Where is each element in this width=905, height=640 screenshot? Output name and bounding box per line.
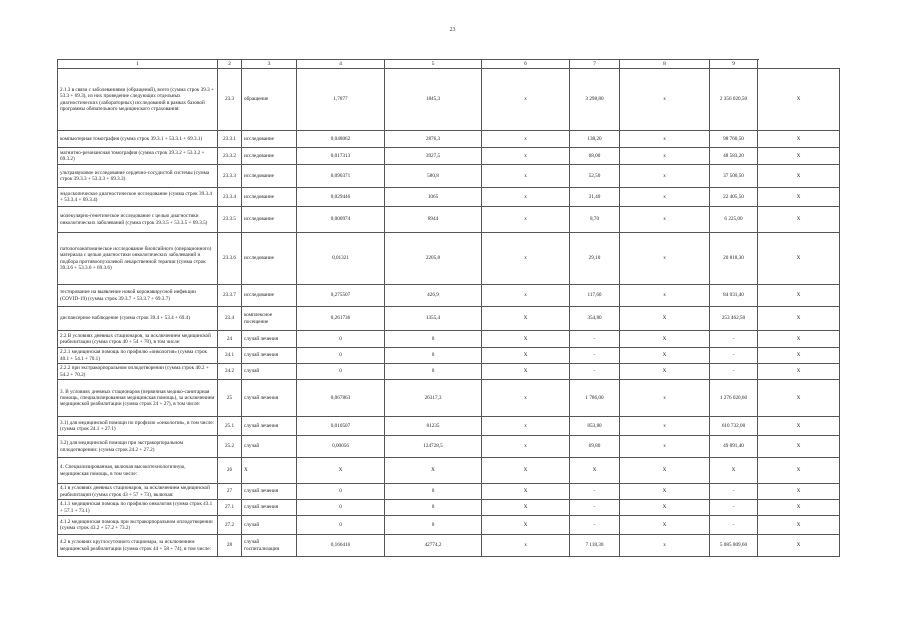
column-number: 9 xyxy=(710,60,758,69)
unit-of-measure: случай лечения xyxy=(242,484,297,500)
per-capita-budget: Х xyxy=(482,484,570,500)
unit-of-measure: случай лечения xyxy=(242,500,297,516)
volume-per-person: Х xyxy=(297,458,385,484)
table-row xyxy=(58,131,840,148)
total-column-9: Х xyxy=(758,307,840,331)
column-number: 5 xyxy=(385,60,482,69)
total-oms: - xyxy=(710,484,758,500)
total-oms: 20 818,30 xyxy=(710,233,758,285)
table-row xyxy=(58,148,840,165)
total-column-9: Х xyxy=(758,364,840,380)
per-capita-oms: 853,80 xyxy=(570,417,620,436)
per-capita-budget: Х xyxy=(482,331,570,348)
unit-of-measure: исследование xyxy=(242,233,297,285)
total-oms: 2 356 020,50 xyxy=(710,69,758,131)
unit-of-measure: исследование xyxy=(242,165,297,188)
table-row xyxy=(58,436,840,458)
per-capita-oms: - xyxy=(570,516,620,535)
total-column-9: Х xyxy=(758,165,840,188)
row-number: 25 xyxy=(218,380,242,417)
per-capita-budget: Х xyxy=(482,348,570,364)
per-capita-budget: х xyxy=(482,535,570,557)
row-description: 2.2 В условиях дневных стационаров, за исключением медицинской реабилитации (сумма строк 40 + 54 + 70), в том числе: xyxy=(58,331,218,348)
volume-per-person: 0 xyxy=(297,364,385,380)
table-row xyxy=(58,331,840,348)
total-budget: Х xyxy=(620,331,710,348)
per-capita-budget: Х xyxy=(482,307,570,331)
row-number: 23.3 xyxy=(218,69,242,131)
total-oms: - xyxy=(710,348,758,364)
volume-per-person: 0,261736 xyxy=(297,307,385,331)
total-oms: - xyxy=(710,516,758,535)
total-column-9: Х xyxy=(758,131,840,148)
volume-per-person: 0,166416 xyxy=(297,535,385,557)
table-row xyxy=(58,69,840,131)
row-description: магнитно-резонансная томография (сумма строк 39.3.2 + 53.3.2 + 69.3.2) xyxy=(58,148,218,165)
table-row xyxy=(58,516,840,535)
row-number: 23.4 xyxy=(218,307,242,331)
table-row xyxy=(58,348,840,364)
unit-of-measure: случай xyxy=(242,516,297,535)
total-column-9: Х xyxy=(758,148,840,165)
cost-per-unit: 0 xyxy=(385,516,482,535)
per-capita-oms: Х xyxy=(570,458,620,484)
row-description: ультразвуковое исследование сердечно-сосудистой системы (сумма строк 39.3.3 + 53.3.3 + 69.3.3) xyxy=(58,165,218,188)
unit-of-measure: исследование xyxy=(242,131,297,148)
unit-of-measure: Х xyxy=(242,458,297,484)
volume-per-person: 0,000974 xyxy=(297,207,385,233)
total-budget: Х xyxy=(620,484,710,500)
total-column-9: Х xyxy=(758,436,840,458)
per-capita-oms: 68,00 xyxy=(570,148,620,165)
per-capita-budget: х xyxy=(482,285,570,307)
total-oms: 84 031,40 xyxy=(710,285,758,307)
table-row xyxy=(58,500,840,516)
total-column-9: Х xyxy=(758,285,840,307)
cost-per-unit: 0 xyxy=(385,500,482,516)
total-budget: х xyxy=(620,148,710,165)
table-row xyxy=(58,233,840,285)
cost-per-unit: 2876,3 xyxy=(385,131,482,148)
column-number: 2 xyxy=(218,60,242,69)
unit-of-measure: исследование xyxy=(242,285,297,307)
row-number: 23.3.3 xyxy=(218,165,242,188)
total-column-9: Х xyxy=(758,233,840,285)
cost-per-unit: 2205,8 xyxy=(385,233,482,285)
row-description: 4.1.1 медицинская помощь по профилю онкология (сумма строк 43.1 + 57.1 + 73.1) xyxy=(58,500,218,516)
table-row xyxy=(58,207,840,233)
per-capita-oms: 69,80 xyxy=(570,436,620,458)
per-capita-oms: - xyxy=(570,348,620,364)
row-description: патологоанатомическое исследование биопсийного (операционного) материала с целью диагностики онкологических заболеваний и подбора противоопухолевой лекарственной терапии (сумма строк 39.3.6 + 53.3.6 + 69.3.6) xyxy=(58,233,218,285)
row-description: 4. Специализированная, включая высокотехнологичную, медицинская помощь, в том числе: xyxy=(58,458,218,484)
row-number: 23.3.7 xyxy=(218,285,242,307)
per-capita-oms: 117,60 xyxy=(570,285,620,307)
per-capita-budget: х xyxy=(482,380,570,417)
cost-per-unit: 0 xyxy=(385,348,482,364)
volume-per-person: 0 xyxy=(297,500,385,516)
total-budget: х xyxy=(620,436,710,458)
volume-per-person: 0 xyxy=(297,484,385,500)
page-number: 23 xyxy=(449,27,456,33)
total-column-9: Х xyxy=(758,188,840,207)
volume-per-person: 0 xyxy=(297,516,385,535)
row-description: эндоскопическое диагностическое исследование (сумма строк 39.3.4 + 53.3.4 + 69.3.4) xyxy=(58,188,218,207)
per-capita-budget: Х xyxy=(482,516,570,535)
per-capita-oms: - xyxy=(570,364,620,380)
unit-of-measure: обращение xyxy=(242,69,297,131)
total-oms: - xyxy=(710,500,758,516)
total-oms: 1 276 020,60 xyxy=(710,380,758,417)
total-oms: 5 085 809,60 xyxy=(710,535,758,557)
volume-per-person: 0,275507 xyxy=(297,285,385,307)
total-budget: Х xyxy=(620,348,710,364)
cost-per-unit: 81235 xyxy=(385,417,482,436)
row-description: 4.1 в условиях дневных стационаров, за исключением медицинской реабилитации (сумма строк 43 + 57 + 73), включая: xyxy=(58,484,218,500)
row-number: 23.3.6 xyxy=(218,233,242,285)
total-column-9: Х xyxy=(758,458,840,484)
table-row xyxy=(58,458,840,484)
unit-of-measure: исследование xyxy=(242,188,297,207)
per-capita-budget: х xyxy=(482,233,570,285)
total-oms: 48 583,20 xyxy=(710,148,758,165)
cost-per-unit: 26317,3 xyxy=(385,380,482,417)
total-oms: 6 225,00 xyxy=(710,207,758,233)
column-number: 6 xyxy=(482,60,570,69)
row-number: 23.3.2 xyxy=(218,148,242,165)
per-capita-budget: Х xyxy=(482,500,570,516)
volume-per-person: 0,00056 xyxy=(297,436,385,458)
volume-per-person: 0 xyxy=(297,331,385,348)
volume-per-person: 0,017313 xyxy=(297,148,385,165)
per-capita-oms: 138,20 xyxy=(570,131,620,148)
per-capita-oms: 52,50 xyxy=(570,165,620,188)
row-description: 3.2) для медицинской помощи при экстракорпоральном оплодотворении: (сумма строк 24.2 + 27.2) xyxy=(58,436,218,458)
per-capita-oms: 354,80 xyxy=(570,307,620,331)
per-capita-budget: х xyxy=(482,417,570,436)
unit-of-measure: комплексное посещение xyxy=(242,307,297,331)
per-capita-budget: Х xyxy=(482,458,570,484)
unit-of-measure: случай xyxy=(242,364,297,380)
total-oms: - xyxy=(710,331,758,348)
total-budget: Х xyxy=(620,307,710,331)
row-number: 25.2 xyxy=(218,436,242,458)
total-column-9: Х xyxy=(758,207,840,233)
per-capita-budget: х xyxy=(482,436,570,458)
total-oms: Х xyxy=(710,458,758,484)
volume-per-person: 0,01321 xyxy=(297,233,385,285)
total-budget: х xyxy=(620,207,710,233)
row-description: диспансерное наблюдение (сумма строк 39.4 + 53.4 + 69.4) xyxy=(58,307,218,331)
column-number: 4 xyxy=(297,60,385,69)
total-budget: х xyxy=(620,131,710,148)
row-number: 23.3.5 xyxy=(218,207,242,233)
column-number: 8 xyxy=(620,60,710,69)
total-oms: 98 760,50 xyxy=(710,131,758,148)
per-capita-oms: - xyxy=(570,331,620,348)
cost-per-unit: 580,8 xyxy=(385,165,482,188)
row-description: 2.2.2 при экстракорпоральном оплодотворении (сумма строк 40.2 + 54.2 + 70.2) xyxy=(58,364,218,380)
per-capita-oms: 1 786,00 xyxy=(570,380,620,417)
per-capita-budget: х xyxy=(482,148,570,165)
data-table xyxy=(57,59,840,557)
total-column-9: Х xyxy=(758,516,840,535)
volume-per-person: 1,7877 xyxy=(297,69,385,131)
total-oms: 37 500,50 xyxy=(710,165,758,188)
volume-per-person: 0,048062 xyxy=(297,131,385,148)
row-number: 24.1 xyxy=(218,348,242,364)
column-number: 3 xyxy=(242,60,297,69)
total-column-9: Х xyxy=(758,417,840,436)
table-row xyxy=(58,380,840,417)
row-number: 27.2 xyxy=(218,516,242,535)
unit-of-measure: случай госпитализации xyxy=(242,535,297,557)
total-budget: Х xyxy=(620,458,710,484)
per-capita-oms: - xyxy=(570,500,620,516)
total-budget: х xyxy=(620,535,710,557)
total-budget: Х xyxy=(620,516,710,535)
cost-per-unit: 426,9 xyxy=(385,285,482,307)
cost-per-unit: 124728,5 xyxy=(385,436,482,458)
row-number: 27 xyxy=(218,484,242,500)
per-capita-oms: 8,70 xyxy=(570,207,620,233)
per-capita-budget: х xyxy=(482,188,570,207)
total-oms: 610 732,00 xyxy=(710,417,758,436)
total-column-9: Х xyxy=(758,380,840,417)
total-column-9: Х xyxy=(758,348,840,364)
total-column-9: Х xyxy=(758,484,840,500)
row-description: 3.1) для медицинской помощи по профилю «онкология», в том числе: (сумма строк 24.1 + 27.1) xyxy=(58,417,218,436)
total-budget: х xyxy=(620,165,710,188)
cost-per-unit: 3927,5 xyxy=(385,148,482,165)
total-budget: Х xyxy=(620,364,710,380)
row-description: 2.1.3 в связи с заболеваниями (обращений), всего (сумма строк 39.3 + 53.3 + 69.3), из них проведение следующих отдельных диагностических (лабораторных) исследований в рамках базовой программы обязательного медицинского страхования: xyxy=(58,69,218,131)
column-number: 7 xyxy=(570,60,620,69)
per-capita-budget: Х xyxy=(482,364,570,380)
table-row xyxy=(58,165,840,188)
per-capita-budget: х xyxy=(482,165,570,188)
row-description: 2.2.1 медицинская помощь по профилю «онкология» (сумма строк 40.1 + 54.1 + 70.1) xyxy=(58,348,218,364)
row-description: молекулярно-генетическое исследование с целью диагностики онкологических заболеваний (сумма строк 39.3.5 + 53.3.5 + 69.3.5) xyxy=(58,207,218,233)
row-number: 23.3.4 xyxy=(218,188,242,207)
cost-per-unit: Х xyxy=(385,458,482,484)
per-capita-oms: 31,40 xyxy=(570,188,620,207)
volume-per-person: 0,029446 xyxy=(297,188,385,207)
row-number: 28 xyxy=(218,535,242,557)
cost-per-unit: 0 xyxy=(385,331,482,348)
per-capita-budget: х xyxy=(482,69,570,131)
total-oms: 22 405,50 xyxy=(710,188,758,207)
total-budget: х xyxy=(620,417,710,436)
unit-of-measure: случай лечения xyxy=(242,331,297,348)
total-budget: х xyxy=(620,380,710,417)
unit-of-measure: случай лечения xyxy=(242,417,297,436)
volume-per-person: 0,067863 xyxy=(297,380,385,417)
table-row xyxy=(58,535,840,557)
per-capita-budget: х xyxy=(482,207,570,233)
cost-per-unit: 42774,2 xyxy=(385,535,482,557)
total-budget: Х xyxy=(620,500,710,516)
column-number: 1 xyxy=(58,60,218,69)
row-number: 24 xyxy=(218,331,242,348)
total-budget: х xyxy=(620,233,710,285)
total-oms: - xyxy=(710,364,758,380)
column-number-row xyxy=(58,60,840,69)
table-row xyxy=(58,307,840,331)
per-capita-oms: 7 118,30 xyxy=(570,535,620,557)
total-column-9: Х xyxy=(758,331,840,348)
table-row xyxy=(58,188,840,207)
table-row xyxy=(58,285,840,307)
per-capita-budget: х xyxy=(482,131,570,148)
row-number: 26 xyxy=(218,458,242,484)
unit-of-measure: случай xyxy=(242,436,297,458)
total-column-9: Х xyxy=(758,500,840,516)
cost-per-unit: 1355,4 xyxy=(385,307,482,331)
row-number: 23.3.1 xyxy=(218,131,242,148)
unit-of-measure: исследование xyxy=(242,148,297,165)
row-description: тестирование на выявление новой коронавирусной инфекции (COVID-19) (сумма строк 39.3.7 + 53.3.7 + 69.3.7) xyxy=(58,285,218,307)
total-oms: 49 891,40 xyxy=(710,436,758,458)
row-number: 27.1 xyxy=(218,500,242,516)
cost-per-unit: 0 xyxy=(385,364,482,380)
cost-per-unit: 1845,3 xyxy=(385,69,482,131)
table-row xyxy=(58,484,840,500)
unit-of-measure: исследование xyxy=(242,207,297,233)
row-description: 3. В условиях дневных стационаров (первичная медико-санитарная помощь, специализированная медицинская помощь), за исключением медицинской реабилитации (сумма строк 24 + 27), в том числе: xyxy=(58,380,218,417)
per-capita-oms: - xyxy=(570,484,620,500)
volume-per-person: 0,010507 xyxy=(297,417,385,436)
row-description: компьютерная томография (сумма строк 39.3.1 + 53.3.1 + 69.3.1) xyxy=(58,131,218,148)
row-description: 4.2 в условиях круглосуточного стационара, за исключением медицинской реабилитации (сумма строк 44 + 58 + 74), в том числе: xyxy=(58,535,218,557)
total-column-9: Х xyxy=(758,69,840,131)
total-budget: х xyxy=(620,69,710,131)
total-budget: х xyxy=(620,285,710,307)
total-column-9: Х xyxy=(758,535,840,557)
row-description: 4.1.2 медицинская помощь при экстракорпоральном оплодотворении (сумма строк 43.2 + 57.2 + 73.2) xyxy=(58,516,218,535)
total-oms: 253 462,50 xyxy=(710,307,758,331)
row-number: 24.2 xyxy=(218,364,242,380)
cost-per-unit: 0 xyxy=(385,484,482,500)
per-capita-oms: 3 298,80 xyxy=(570,69,620,131)
cost-per-unit: 1065 xyxy=(385,188,482,207)
volume-per-person: 0 xyxy=(297,348,385,364)
volume-per-person: 0,090371 xyxy=(297,165,385,188)
table-row xyxy=(58,364,840,380)
table-row xyxy=(58,417,840,436)
cost-per-unit: 8944 xyxy=(385,207,482,233)
row-number: 25.1 xyxy=(218,417,242,436)
total-budget: х xyxy=(620,188,710,207)
per-capita-oms: 29,10 xyxy=(570,233,620,285)
unit-of-measure: случай лечения xyxy=(242,348,297,364)
unit-of-measure: случай лечения xyxy=(242,380,297,417)
